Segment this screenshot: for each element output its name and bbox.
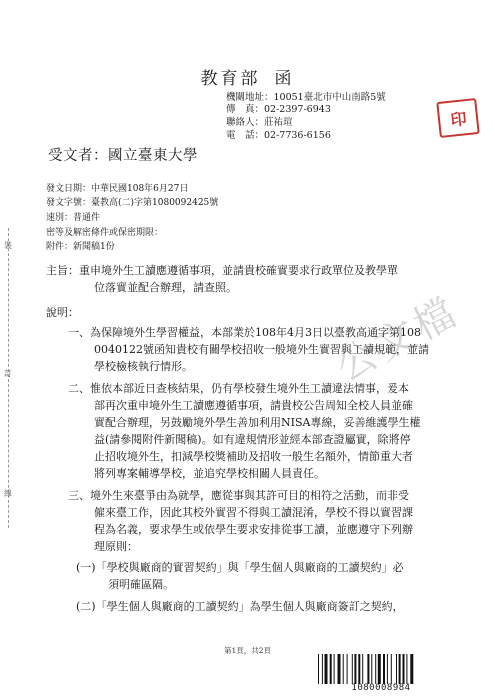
issue-date: 發文日期：中華民國108年6月27日	[46, 184, 189, 194]
barcode-bar	[391, 654, 392, 684]
barcode-bar	[399, 654, 401, 684]
barcode-bar	[347, 654, 348, 684]
page-number: 第1頁，共2頁	[223, 646, 272, 655]
subject-line: 位落實並配合辦理，請查照。	[94, 281, 237, 294]
delivery-speed: 速別：普通件	[46, 213, 101, 223]
barcode-bar	[358, 654, 360, 684]
binding-mark: 訂	[4, 369, 12, 378]
barcode-bar	[338, 654, 341, 684]
binding-mark: 裝	[4, 241, 12, 250]
barcode-bar	[396, 654, 397, 684]
secrecy-level: 密等及解密條件或保密期限：	[46, 228, 164, 238]
contact-address: 機關地址：10051臺北市中山南路5號	[226, 92, 386, 103]
seal-glyph: 印	[449, 108, 467, 130]
barcode-bar	[330, 654, 332, 684]
paragraph-line: 程為名義，要求學生或依學生要求安排從事工讀，並應遵守下列辦	[94, 523, 413, 536]
barcode-bar	[362, 654, 363, 684]
explanation-label: 說明：	[46, 306, 79, 319]
contact-person: 聯絡人：莊祐瑄	[226, 117, 293, 128]
document-number: 發文字號：臺教高(二)字第1080092425號	[46, 198, 219, 208]
paragraph-line: 學校檢核執行情形。	[94, 360, 193, 373]
barcode-bar	[378, 654, 381, 684]
barcode-number: 1080008984	[351, 683, 411, 693]
paragraph-line: 二、惟依本部近日查核結果，仍有學校發生境外生工讀違法情事，爰本	[68, 382, 409, 395]
paragraph-line: 僱來臺工作，因此其校外實習不得與工讀混淆，學校不得以實習課	[94, 506, 413, 519]
recipient-line: 受文者：國立臺東大學	[48, 148, 198, 164]
barcode-bar	[371, 654, 372, 684]
barcode-bar	[352, 654, 353, 684]
official-seal-stamp	[436, 98, 480, 138]
binding-mark: 線	[4, 489, 12, 498]
subitem-line: (二)「學生個人與廠商的工讀契約」為學生個人與廠商簽訂之契約，	[76, 600, 404, 613]
contact-phone: 電 話：02-7736-6156	[226, 130, 331, 141]
paragraph-line: 實配合辦理，另鼓勵境外學生善加利用NISA專線，妥善維護學生權	[94, 416, 421, 429]
barcode-bar	[383, 654, 385, 684]
subitem-line: (一)「學校與廠商的實習契約」與「學生個人與廠商的工讀契約」必	[76, 561, 404, 574]
barcode-bar	[322, 654, 323, 684]
paragraph-line: 0040122號函知貴校有關學校招收一般境外生實習與工讀規範，並請	[94, 343, 429, 356]
barcode-bar	[367, 654, 369, 684]
paragraph-line: 將列專案輔導學校，並追究學校相關人員責任。	[94, 467, 325, 480]
paragraph-line: 部再次重申境外生工讀應遵循事項，請貴校公告周知全校人員並確	[94, 399, 413, 412]
attachment-note: 附件：新聞稿1份	[46, 242, 115, 252]
paragraph-line: 益(請參閱附件新聞稿)。如有違規情形並經本部查證屬實，除將停	[94, 433, 411, 446]
barcode-bar	[354, 654, 356, 684]
paragraph-line: 一、為保障境外生學習權益，本部業於108年4月3日以臺教高通字第108	[68, 326, 421, 339]
contact-fax: 傳 真：02-2397-6943	[226, 104, 331, 115]
barcode-bar	[410, 654, 413, 684]
paragraph-line: 止招收境外生，扣減學校獎補助及招收一般生名額外，情節重大者	[94, 450, 413, 463]
barcode-bar	[406, 654, 407, 684]
barcode-bar	[403, 654, 405, 684]
barcode	[318, 654, 444, 684]
barcode-bar	[318, 654, 319, 684]
org-name: 教育部	[200, 69, 261, 89]
barcode-bar	[387, 654, 388, 684]
doc-type: 函	[274, 69, 295, 89]
barcode-bar	[334, 654, 335, 684]
document-title	[0, 64, 495, 89]
barcode-bar	[325, 654, 328, 684]
subject-line: 主旨：重申境外生工讀應遵循事項，並請貴校確實要求行政單位及教學單	[46, 264, 398, 277]
paragraph-line: 理原則：	[94, 540, 138, 553]
barcode-bar	[375, 654, 376, 684]
paragraph-line: 三、境外生來臺爭由為就學，應從事與其許可目的相符之活動，而非受	[68, 489, 409, 502]
subitem-line: 須明確區隔。	[108, 578, 174, 591]
watermark: 公文檔	[328, 288, 467, 391]
barcode-bar	[343, 654, 344, 684]
